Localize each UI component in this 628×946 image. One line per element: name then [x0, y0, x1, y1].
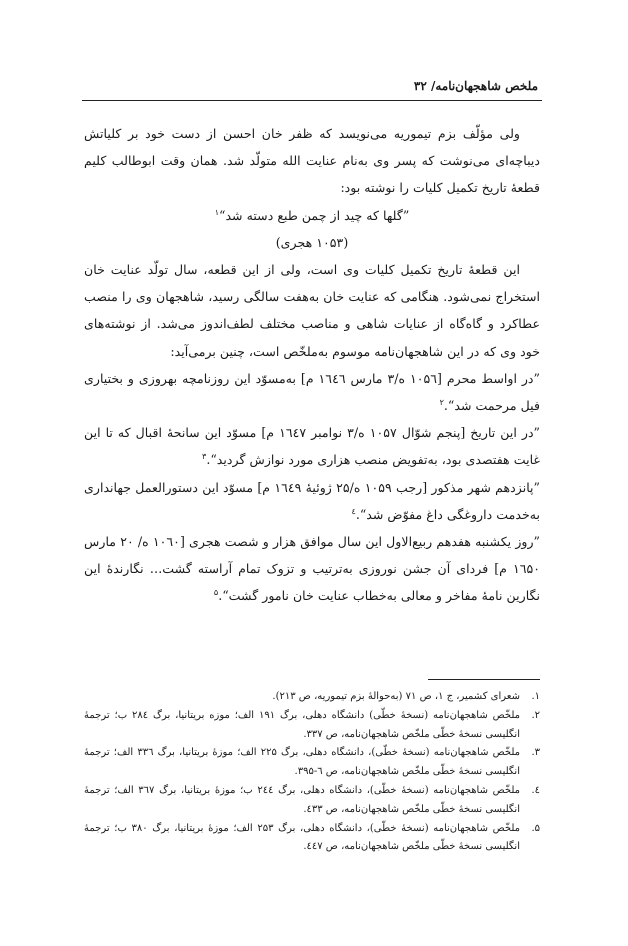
header-rule [82, 100, 542, 101]
paragraph: این قطعهٔ تاریخ تکمیل کلیات وی است، ولی از این قطعه، سال تولّد عنایت خان استخراج نمی‌شود. هنگامی که عنایت خان به‌هفت سالگی رسید، شاهجهان وی را منصب عطاکرد و گاه‌گاه از عنایات شاهی و مناصب مختلف لطف‌اندوز می‌شد. از نوشته‌های خود وی که در این شاهجهان‌نامه موسوم به‌ملخّص است، چنین برمی‌آید: [84, 262, 540, 359]
footnote-text: ملخّص شاهجهان‌نامه (نسخهٔ خطّی)، دانشگاه دهلی، برگ ۲۲۵ الف؛ موزهٔ بریتانیا، برگ ۳۳٦ الف؛ ترجمهٔ انگلیسی نسخهٔ خطّی ملخّص شاهجهان‌نامه، ص ٦-۳۹۵. [84, 747, 520, 778]
running-head: ملخص شاهجهان‌نامه/ ۳۲ [413, 79, 538, 93]
footnote [84, 707, 540, 745]
footnote-text: ملخّص شاهجهان‌نامه (نسخهٔ خطّی)، دانشگاه دهلی، برگ ۲۵۳ الف؛ موزهٔ بریتانیا، برگ ۳۸۰ ب؛ ترجمهٔ انگلیسی نسخهٔ خطّی ملخّص شاهجهان‌نامه، ص ٤٤۷. [84, 822, 520, 853]
verse-text: ”گلها که چید از چمن طبع دسته شد“ [219, 207, 410, 223]
body-text [84, 120, 540, 610]
footnote-ref: ۳ [202, 452, 207, 462]
footnote-number: ۱. [531, 691, 540, 702]
footnote [84, 782, 540, 820]
footnote-ref: ۲ [439, 397, 444, 407]
footnotes [84, 688, 540, 857]
footnote-rule [428, 679, 540, 680]
quote-text: ”روز یکشنبه هفدهم ربیع‌الاول این سال موافق هزار و شصت هجری [۱۰٦۰ ه/ ۲۰ مارس ۱٦۵۰ م] فردای آن جشن نوروزی به‌ترتیب و تزوک تمام آراسته گشت… نگارندهٔ این نگارین نامهٔ مفاخر و معالی به‌خطاب عنایت خان نامور گشت“. [84, 534, 540, 604]
footnote-text: شعرای کشمیر، ج ۱، ص ۷۱ (به‌حوالهٔ بزم تیموریه، ص ۲۱۳). [272, 691, 520, 702]
quote-text: ”در این تاریخ [پنجم شوّال ۱۰۵۷ ه/۳ نوامبر ۱٦٤۷ م] مسوّد این سانحهٔ اقبال که تا این غایت هفتصدی بود، به‌تفویض منصب هزاری مورد نوازش گردید“. [84, 425, 540, 468]
quote-text: ”در اواسط محرم [۱۰۵٦ ه/۳ مارس ۱٦٤٦ م] به‌مسوّد این روزنامچه بهروزی و بختیاری فیل مرحمت شد“. [84, 370, 540, 414]
footnote-ref: ٤ [351, 506, 356, 516]
footnote [84, 688, 540, 707]
footnote-number: ۵. [531, 822, 540, 834]
paragraph: ولی مؤلّف بزم تیموریه می‌نویسد که ظفر خان احسن از دست خود بر کلیاتش دیباچه‌ای می‌نوشت که پسر وی به‌نام عنایت الله متولّد شد. همان وقت ابوطالب کلیم قطعهٔ تاریخ تکمیل کلیات را نوشته بود: [84, 126, 540, 196]
quote [84, 474, 540, 528]
quote [84, 365, 540, 419]
quote-text: ”پانزدهم شهر مذکور [رجب ۱۰۵۹ ه/۲۵ ژوئیهٔ ۱٦٤۹ م] مسوّد این دستورالعمل جهانداری به‌خدمت داروغگی داغ مفوّض شد“. [84, 479, 540, 522]
verse-date: (۱۰۵۳ هجری) [275, 234, 349, 250]
footnote-text: ملخّص شاهجهان‌نامه (نسخهٔ خطّی)، دانشگاه دهلی، برگ ۲٤٤ ب؛ موزهٔ بریتانیا، برگ ۳٦۷ الف؛ ترجمهٔ انگلیسی نسخهٔ خطّی ملخّص شاهجهان‌نامه، ص ٤۳۳. [84, 784, 520, 815]
footnote-ref: ۵ [213, 588, 219, 598]
footnote-ref: ۱ [214, 207, 219, 217]
quote [84, 528, 540, 610]
footnote [84, 820, 540, 858]
footnote-number: ۲. [531, 709, 540, 721]
footnote-number: ٤. [531, 784, 540, 796]
footnote [84, 744, 540, 782]
verse-line [84, 202, 540, 229]
footnote-text: ملخّص شاهجهان‌نامه (نسخهٔ خطّی) دانشگاه دهلی، برگ ۱۹۱ الف؛ موزه بریتانیا، برگ ۲۸٤ ب؛ ترجمهٔ انگلیسی نسخهٔ خطّی ملخّص شاهجهان‌نامه، ص ۳۳۷. [84, 709, 520, 740]
footnote-number: ۳. [531, 747, 540, 759]
quote [84, 419, 540, 473]
